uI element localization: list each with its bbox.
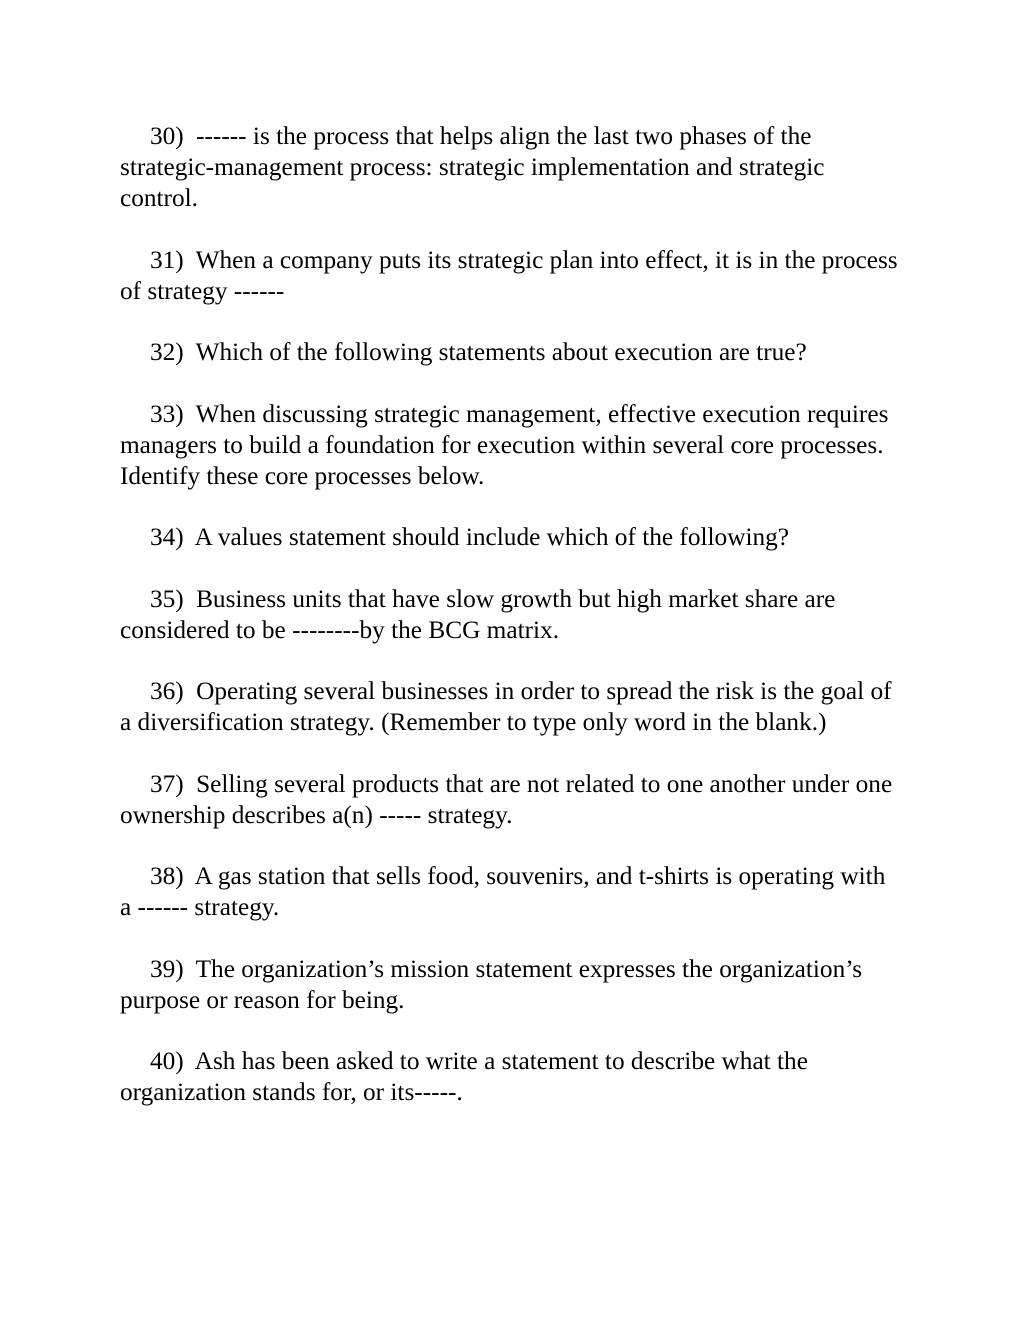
question-text: A gas station that sells food, souvenirs, and t-shirts is operating with a ------ strategy. bbox=[120, 862, 886, 921]
question-text: Ash has been asked to write a statement to describe what the organization stands for, or its-----. bbox=[120, 1047, 808, 1106]
document-page bbox=[120, 121, 900, 1139]
question-text: Selling several products that are not related to one another under one ownership describes a(n) ----- strategy. bbox=[120, 769, 893, 829]
question-34 bbox=[120, 522, 900, 553]
question-text: A values statement should include which of the following? bbox=[194, 523, 790, 551]
question-37 bbox=[120, 769, 900, 831]
question-number: 34) bbox=[150, 523, 184, 551]
question-text: ------ is the process that helps align the last two phases of the strategic-management process: strategic implementation and strategic control. bbox=[120, 122, 825, 212]
question-text: Which of the following statements about execution are true? bbox=[195, 338, 807, 366]
question-text: When discussing strategic management, effective execution requires managers to build a foundation for execution within several core processes. Identify these core processes below. bbox=[120, 399, 889, 490]
question-31 bbox=[120, 245, 900, 307]
question-number: 36) bbox=[150, 677, 184, 705]
question-number: 30) bbox=[150, 122, 184, 150]
question-text: Operating several businesses in order to spread the risk is the goal of a diversification strategy. (Remember to type only word in the blank.) bbox=[120, 677, 892, 736]
question-30 bbox=[120, 121, 900, 214]
question-text: Business units that have slow growth but high market share are considered to be --------by the BCG matrix. bbox=[120, 584, 836, 644]
question-number: 40) bbox=[150, 1047, 184, 1075]
question-35 bbox=[120, 584, 900, 646]
question-text: When a company puts its strategic plan into effect, it is in the process of strategy ------ bbox=[120, 245, 898, 305]
question-text: The organization’s mission statement expresses the organization’s purpose or reason for being. bbox=[120, 954, 863, 1014]
question-38 bbox=[120, 861, 900, 923]
question-36 bbox=[120, 676, 900, 738]
question-number: 38) bbox=[150, 862, 184, 890]
question-number: 35) bbox=[150, 584, 184, 613]
question-40 bbox=[120, 1046, 900, 1108]
question-number: 39) bbox=[150, 954, 184, 983]
question-number: 31) bbox=[150, 245, 184, 274]
question-number: 32) bbox=[150, 338, 184, 366]
question-33 bbox=[120, 399, 900, 492]
question-number: 33) bbox=[150, 399, 184, 428]
question-32 bbox=[120, 337, 900, 368]
question-number: 37) bbox=[150, 769, 184, 798]
question-39 bbox=[120, 954, 900, 1016]
